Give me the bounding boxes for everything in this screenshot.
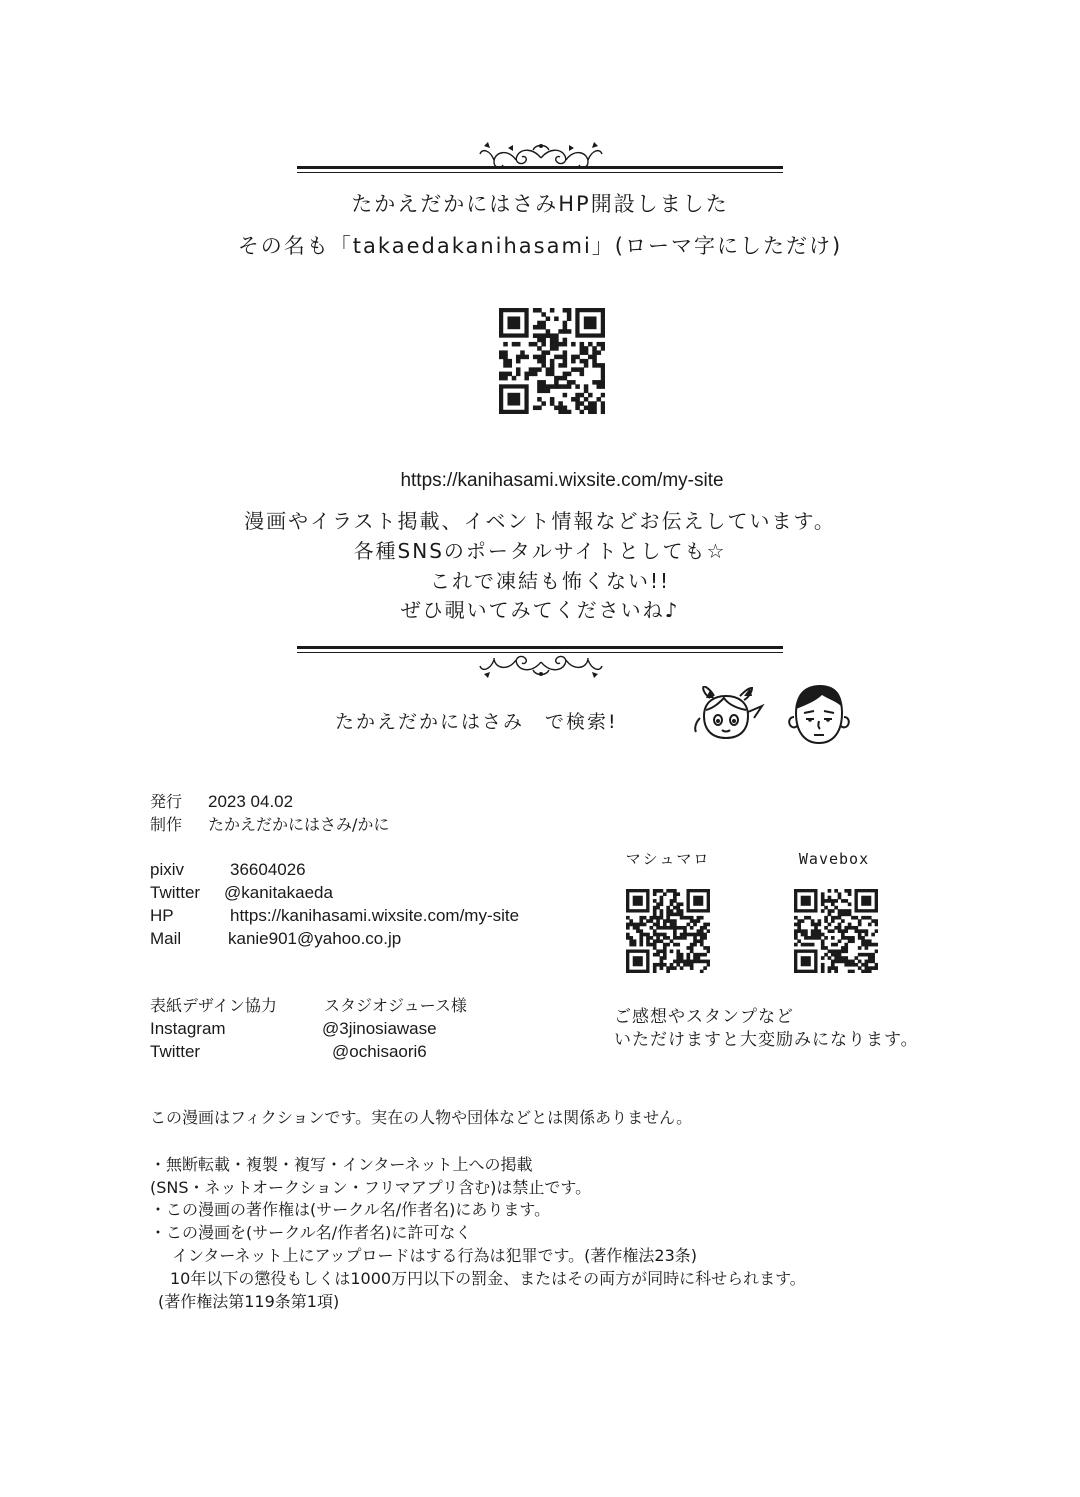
notice-line-1: ・無断転載・複製・複写・インターネット上への掲載: [150, 1155, 533, 1174]
desc-line-4: ぜひ覗いてみてくださいね♪: [400, 598, 680, 622]
feedback-line-2: いただけますと大変励みになります。: [614, 1030, 919, 1050]
cover-studio: スタジオジュース様: [324, 996, 467, 1015]
hp-url[interactable]: https://kanihasami.wixsite.com/my-site: [230, 906, 520, 925]
contact-info: [150, 858, 519, 950]
notice-line-6: 10年以下の懲役もしくは1000万円以下の罰金、またはその両方が同時に科せられます。: [170, 1269, 806, 1288]
instagram-handle[interactable]: @3jinosiawase: [322, 1019, 437, 1038]
search-prompt: たかえだかにはさみ で検索!: [335, 711, 618, 733]
hp-label: HP: [150, 906, 174, 925]
cover-design-credits: [150, 994, 467, 1063]
hp-announcement: たかえだかにはさみHP開設しました: [351, 192, 729, 216]
instagram-row: [150, 1017, 467, 1040]
publish-date: 2023 04.02: [208, 792, 294, 811]
cover-twitter-row: [150, 1040, 467, 1063]
hp-name-line: その名も「takaedakanihasami」(ローマ字にしただけ): [237, 234, 843, 258]
ornament-bottom: [478, 652, 604, 682]
make-row: [150, 813, 389, 836]
man-face-icon: [784, 683, 854, 749]
mail-row: [150, 927, 519, 950]
instagram-label: Instagram: [150, 1019, 226, 1038]
notice-line-5: インターネット上にアップロードはする行為は犯罪です。(著作権法23条): [172, 1246, 698, 1265]
wavebox-label: Wavebox: [798, 850, 870, 868]
demon-girl-face-icon: [688, 686, 768, 748]
publish-label: 発行: [150, 792, 183, 811]
pixiv-id[interactable]: 36604026: [230, 860, 306, 879]
desc-line-1: 漫画やイラスト掲載、イベント情報などお伝えしています。: [244, 509, 836, 533]
twitter-handle[interactable]: @kanitakaeda: [224, 883, 333, 902]
publication-info: [150, 790, 389, 836]
qr-code-marshmallow: [626, 889, 710, 973]
twitter-label: Twitter: [150, 883, 201, 902]
pixiv-label: pixiv: [150, 860, 185, 879]
qr-code-website: [499, 308, 605, 414]
make-value: たかえだかにはさみ/かに: [208, 815, 390, 834]
cover-twitter-label: Twitter: [150, 1042, 201, 1061]
mail-label: Mail: [150, 929, 182, 948]
notice-line-3: ・この漫画の著作権は(サークル名/作者名)にあります。: [150, 1200, 551, 1219]
cover-label: 表紙デザイン協力: [150, 996, 277, 1015]
notice-line-7: (著作権法第119条第1項): [158, 1292, 340, 1311]
qr-code-wavebox: [794, 889, 878, 973]
mail-address[interactable]: kanie901@yahoo.co.jp: [228, 929, 402, 948]
feedback-line-1: ご感想やスタンプなど: [614, 1007, 794, 1027]
website-url[interactable]: https://kanihasami.wixsite.com/my-site: [400, 470, 724, 491]
notice-line-4: ・この漫画を(サークル名/作者名)に許可なく: [150, 1223, 472, 1242]
double-rule-top: [297, 166, 783, 173]
publish-row: [150, 790, 389, 813]
desc-line-2: 各種SNSのポータルサイトとしても☆: [353, 539, 727, 563]
marshmallow-label: マシュマロ: [625, 850, 711, 868]
twitter-row: [150, 881, 519, 904]
desc-line-3: これで凍結も怖くない!!: [429, 569, 671, 593]
make-label: 制作: [150, 815, 183, 834]
hp-row: [150, 904, 519, 927]
pixiv-row: [150, 858, 519, 881]
cover-row: [150, 994, 467, 1017]
cover-twitter-handle[interactable]: @ochisaori6: [332, 1042, 427, 1061]
fiction-disclaimer: この漫画はフィクションです。実在の人物や団体などとは関係ありません。: [150, 1108, 693, 1127]
notice-line-2: (SNS・ネットオークション・フリマアプリ含む)は禁止です。: [150, 1178, 592, 1197]
